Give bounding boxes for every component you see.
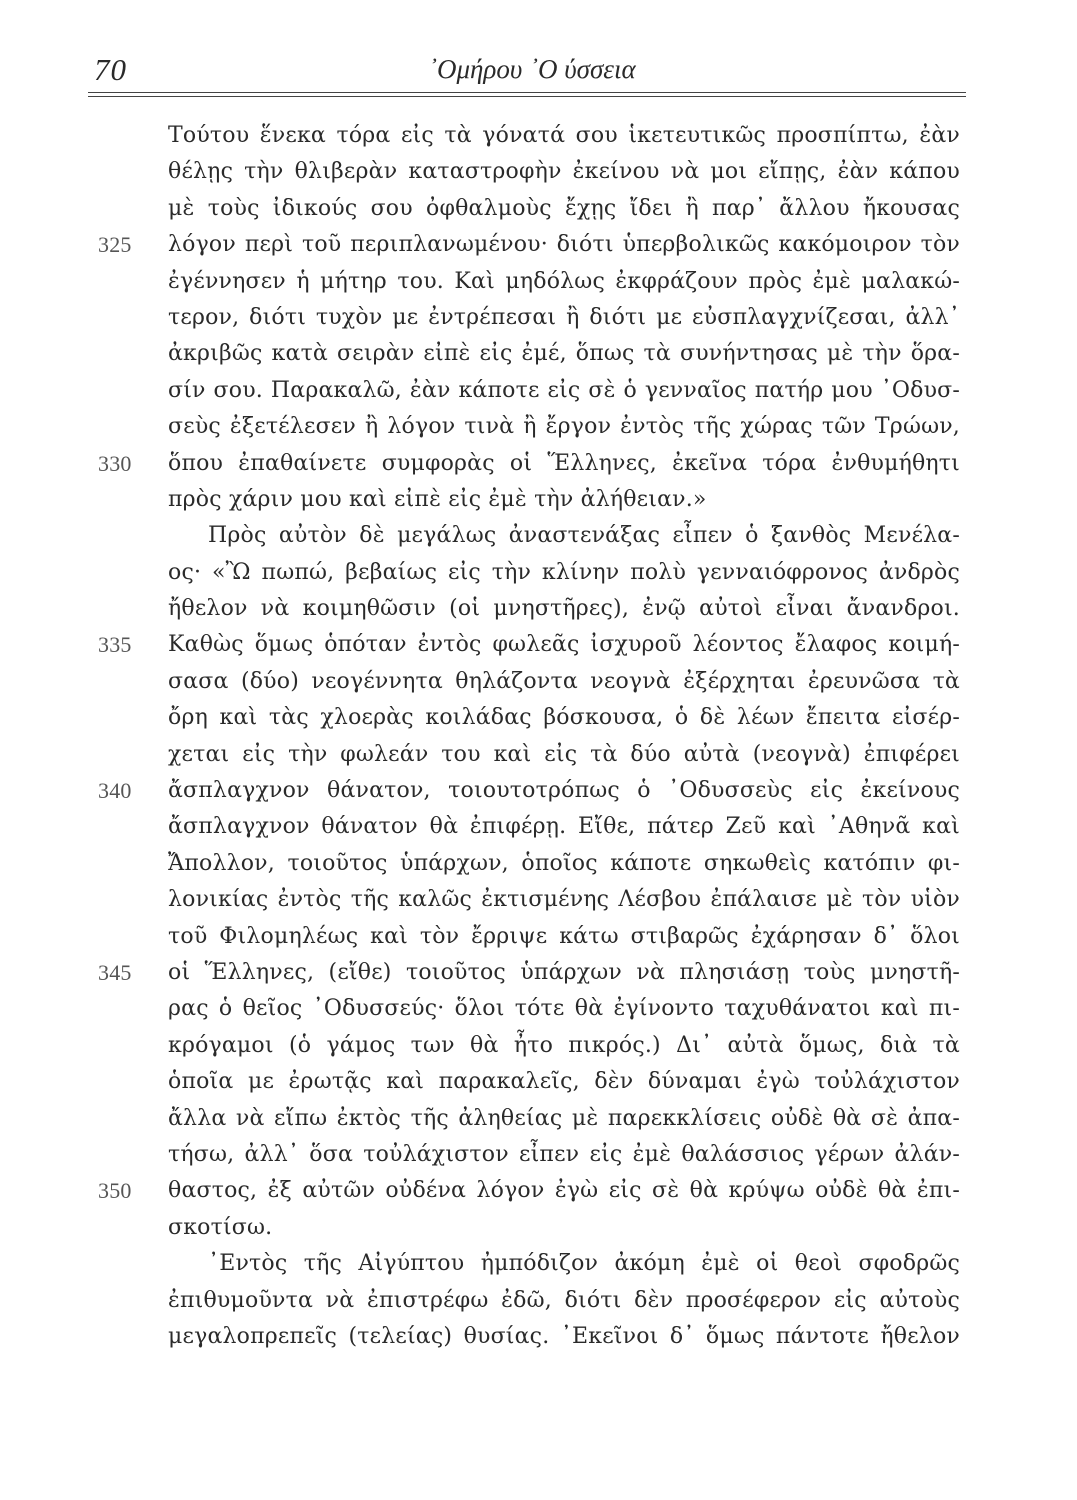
line-number: 345 [98,959,132,985]
text-line [168,1028,960,1064]
line-number: 340 [98,778,132,804]
text-line [168,336,960,372]
text-line [168,1210,960,1246]
line-text: ἀκριβῶς κατὰ σειρὰν εἰπὲ εἰς ἐμέ, ὅπως τὰ συνήντησας μὲ τὴν ὅρα- [168,341,960,367]
line-text: θαστος, ἐξ αὐτῶν οὐδένα λόγον ἐγὼ εἰς σὲ θὰ κρύψω οὐδὲ θὰ ἐπι- [168,1178,960,1204]
page-number: 70 [94,52,127,87]
text-line [168,154,960,190]
line-number: 350 [98,1178,132,1204]
line-text: μεγαλοπρεπεῖς (τελείας) θυσίας. ᾽Εκεῖνοι δ᾽ ὅμως πάντοτε ἤθελον [168,1323,960,1349]
text-line [168,591,960,627]
line-text: ἐπιθυμοῦντα νὰ ἐπιστρέφω ἐδῶ, διότι δὲν προσέφερον εἰς αὐτοὺς [168,1287,960,1313]
text-line [168,1246,960,1282]
line-text: κρόγαμοι (ὁ γάμος των θὰ ἦτο πικρός.) Δι᾽ αὐτὰ ὅμως, διὰ τὰ [168,1032,960,1058]
line-text: ὄρη καὶ τὰς χλοερὰς κοιλάδας βόσκουσα, ὁ δὲ λέων ἔπειτα εἰσέρ- [168,705,960,731]
text-line [168,1137,960,1173]
text-line [168,1101,960,1137]
text-line [168,264,960,300]
line-text: πρὸς χάριν μου καὶ εἰπὲ εἰς ἐμὲ τὴν ἀλήθειαν.» [168,486,707,512]
text-line [168,373,960,409]
line-text: ἄλλα νὰ εἴπω ἐκτὸς τῆς ἀληθείας μὲ παρεκκλίσεις οὐδὲ θὰ σὲ ἀπα- [168,1105,960,1131]
text-line [98,773,960,809]
line-text: ρας ὁ θεῖος ᾽Οδυσσεύς· ὅλοι τότε θὰ ἐγίνοντο ταχυθάνατοι καὶ πι- [168,996,960,1022]
line-number: 325 [98,232,132,258]
text-line [168,700,960,736]
text-line [168,737,960,773]
text-line [168,518,960,554]
line-text: λονικίας ἐντὸς τῆς καλῶς ἐκτισμένης Λέσβου ἐπάλαισε μὲ τὸν υἱὸν [168,887,960,913]
line-text: Πρὸς αὐτὸν δὲ μεγάλως ἀναστενάξας εἶπεν ὁ ξανθὸς Μενέλα- [208,523,960,549]
line-text: μὲ τοὺς ἰδικούς σου ὀφθαλμοὺς ἔχῃς ἴδει ἢ παρ᾽ ἄλλου ἤκουσας [168,195,960,221]
line-text: οἱ Ἕλληνες, (εἴθε) τοιοῦτος ὑπάρχων νὰ πλησιάσῃ τοὺς μνηστῆ- [168,959,960,985]
line-text: ὁποῖα με ἐρωτᾷς καὶ παρακαλεῖς, δὲν δύναμαι ἐγὼ τοὐλάχιστον [168,1069,960,1095]
line-text: σίν σου. Παρακαλῶ, ἐὰν κάποτε εἰς σὲ ὁ γενναῖος πατήρ μου ᾽Οδυσ- [168,377,960,403]
line-text: Τούτου ἕνεκα τόρα εἰς τὰ γόνατά σου ἱκετευτικῶς προσπίπτω, ἐὰν [168,123,960,148]
line-text: Καθὼς ὅμως ὁπόταν ἐντὸς φωλεᾶς ἰσχυροῦ λέοντος ἔλαφος κοιμή- [168,632,960,658]
line-text: ἐγέννησεν ἡ μήτηρ του. Καὶ μηδόλως ἐκφράζουν πρὸς ἐμὲ μαλακώ- [168,268,960,294]
line-number: 330 [98,450,132,476]
text-line [168,664,960,700]
text-line [168,1319,960,1355]
line-text: σασα (δύο) νεογέννητα θηλάζοντα νεογνὰ ἐξέρχηται ἐρευνῶσα τὰ [168,668,960,694]
line-text: χεται εἰς τὴν φωλεάν του καὶ εἰς τὰ δύο αὐτὰ (νεογνὰ) ἐπιφέρει [168,741,960,767]
line-text: ος· «Ὢ πωπώ, βεβαίως εἰς τὴν κλίνην πολὺ γενναιόφρονος ἀνδρὸς [168,559,960,585]
line-text: ἤθελον νὰ κοιμηθῶσιν (οἱ μνηστῆρες), ἐνῷ αὐτοὶ εἶναι ἄνανδροι. [168,596,960,622]
text-line [168,482,960,518]
text-line [168,1064,960,1100]
text-line [168,555,960,591]
text-line [168,919,960,955]
text-line [168,409,960,445]
line-text: τερον, διότι τυχὸν με ἐντρέπεσαι ἢ διότι με εὐσπλαγχνίζεσαι, ἀλλ᾽ [168,304,960,330]
line-text: σκοτίσω. [168,1214,273,1240]
text-line [168,300,960,336]
text-line [98,446,960,482]
text-line [168,1283,960,1319]
line-text: ᾽Εντὸς τῆς Αἰγύπτου ἠμπόδιζον ἀκόμη ἐμὲ οἱ θεοὶ σφοδρῶς [208,1251,960,1277]
text-line [168,809,960,845]
text-line [168,846,960,882]
line-text: λόγον περὶ τοῦ περιπλανωμένου· διότι ὑπερβολικῶς κακόμοιρον τὸν [168,232,960,258]
text-line [98,227,960,263]
text-line [168,882,960,918]
line-text: ἄσπλαγχνον θάνατον, τοιουτοτρόπως ὁ ᾽Οδυσσεὺς εἰς ἐκείνους [168,778,960,804]
running-title: ᾽Ομήρου ᾽Ο ύσσεια [428,54,636,84]
line-text: ὅπου ἐπαθαίνετε συμφορὰς οἱ Ἕλληνες, ἐκεῖνα τόρα ἐνθυμήθητι [168,450,960,476]
line-text: σεὺς ἐξετέλεσεν ἢ λόγον τινὰ ἢ ἔργον ἐντὸς τῆς χώρας τῶν Τρώων, [168,414,960,440]
line-text: τήσω, ἀλλ᾽ ὅσα τοὐλάχιστον εἶπεν εἰς ἐμὲ θαλάσσιος γέρων ἀλάν- [168,1141,960,1167]
text-line [98,955,960,991]
page-header [88,52,968,92]
line-text: τοῦ Φιλομηλέως καὶ τὸν ἔρριψε κάτω στιβαρῶς ἐχάρησαν δ᾽ ὅλοι [168,923,960,949]
line-text: θέλῃς τὴν θλιβερὰν καταστροφὴν ἐκείνου νὰ μοι εἴπῃς, ἐὰν κάπου [168,159,960,185]
text-line [168,118,960,154]
text-line [168,191,960,227]
text-line [98,627,960,663]
text-body [98,118,960,1355]
line-text: Ἄπολλον, τοιοῦτος ὑπάρχων, ὁποῖος κάποτε σηκωθεὶς κατόπιν φι- [168,850,960,876]
header-rule [88,92,966,97]
text-line [98,1173,960,1209]
line-number: 335 [98,632,132,658]
line-text: ἄσπλαγχνον θάνατον θὰ ἐπιφέρῃ. Εἴθε, πάτερ Ζεῦ καὶ ᾽Αθηνᾶ καὶ [168,814,960,840]
text-line [168,991,960,1027]
